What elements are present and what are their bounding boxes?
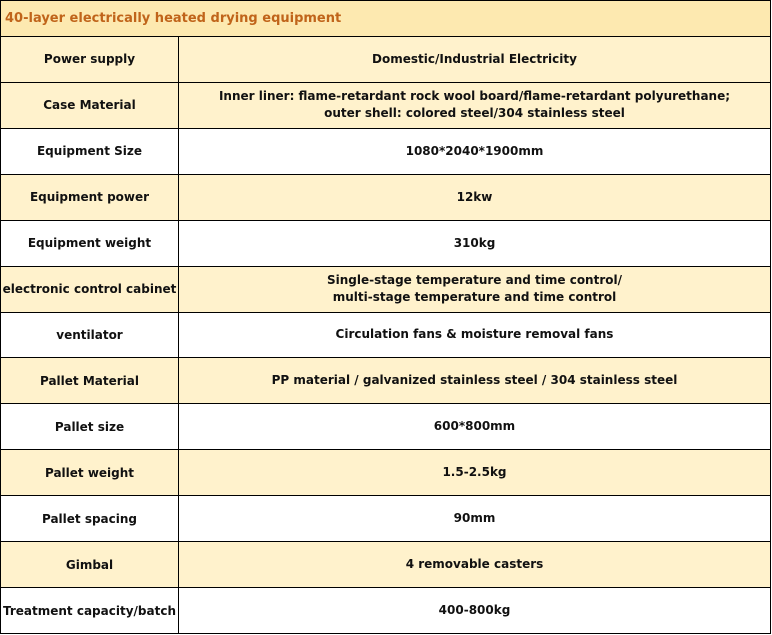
table-row: [1, 542, 770, 588]
row-label: ventilator: [1, 313, 179, 358]
row-label: Treatment capacity/batch: [1, 588, 179, 633]
row-label: Equipment weight: [1, 221, 179, 266]
row-value: [179, 129, 770, 174]
row-value: [179, 37, 770, 82]
value-line: Single-stage temperature and time control/: [326, 273, 622, 288]
row-value: [179, 175, 770, 220]
table-row: [1, 450, 770, 496]
value-line: 310kg: [453, 235, 496, 250]
row-value: [179, 83, 770, 128]
value-line: multi-stage temperature and time control: [332, 290, 617, 305]
row-label: Power supply: [1, 37, 179, 82]
value-line: Circulation fans & moisture removal fans: [335, 327, 614, 342]
table-row: [1, 175, 770, 221]
table-row: [1, 83, 770, 129]
row-value: [179, 496, 770, 541]
value-line: 12kw: [456, 189, 493, 204]
value-line: Domestic/Industrial Electricity: [372, 51, 577, 66]
table-row: [1, 221, 770, 267]
table-row: [1, 358, 770, 404]
spec-rows: [1, 37, 770, 633]
row-value: [179, 404, 770, 449]
row-label: Gimbal: [1, 542, 179, 587]
row-label: Equipment power: [1, 175, 179, 220]
row-label: Pallet size: [1, 404, 179, 449]
row-value: [179, 588, 770, 633]
value-line: 600*800mm: [433, 419, 516, 434]
table-row: [1, 496, 770, 542]
table-row: [1, 404, 770, 450]
table-row: [1, 588, 770, 633]
row-label: Pallet Material: [1, 358, 179, 403]
table-row: [1, 37, 770, 83]
row-value: [179, 313, 770, 358]
value-line: PP material / galvanized stainless steel / 304 stainless steel: [271, 373, 678, 388]
value-line: Inner liner: flame-retardant rock wool board/flame-retardant polyurethane;: [218, 89, 731, 104]
value-line: 90mm: [453, 511, 496, 526]
row-value: [179, 450, 770, 495]
row-value: [179, 542, 770, 587]
value-line: 1.5-2.5kg: [442, 465, 507, 480]
row-value: [179, 358, 770, 403]
value-line: 1080*2040*1900mm: [405, 143, 544, 158]
value-line: 4 removable casters: [405, 557, 544, 572]
table-row: [1, 129, 770, 175]
row-value: [179, 267, 770, 312]
row-label: Pallet weight: [1, 450, 179, 495]
value-line: 400-800kg: [438, 603, 511, 618]
table-row: [1, 313, 770, 359]
table-row: [1, 267, 770, 313]
row-label: Case Material: [1, 83, 179, 128]
row-value: [179, 221, 770, 266]
row-label: Pallet spacing: [1, 496, 179, 541]
value-line: outer shell: colored steel/304 stainless steel: [324, 106, 625, 121]
row-label: electronic control cabinet: [1, 267, 179, 312]
table-title: 40-layer electrically heated drying equipment: [1, 1, 770, 37]
row-label: Equipment Size: [1, 129, 179, 174]
